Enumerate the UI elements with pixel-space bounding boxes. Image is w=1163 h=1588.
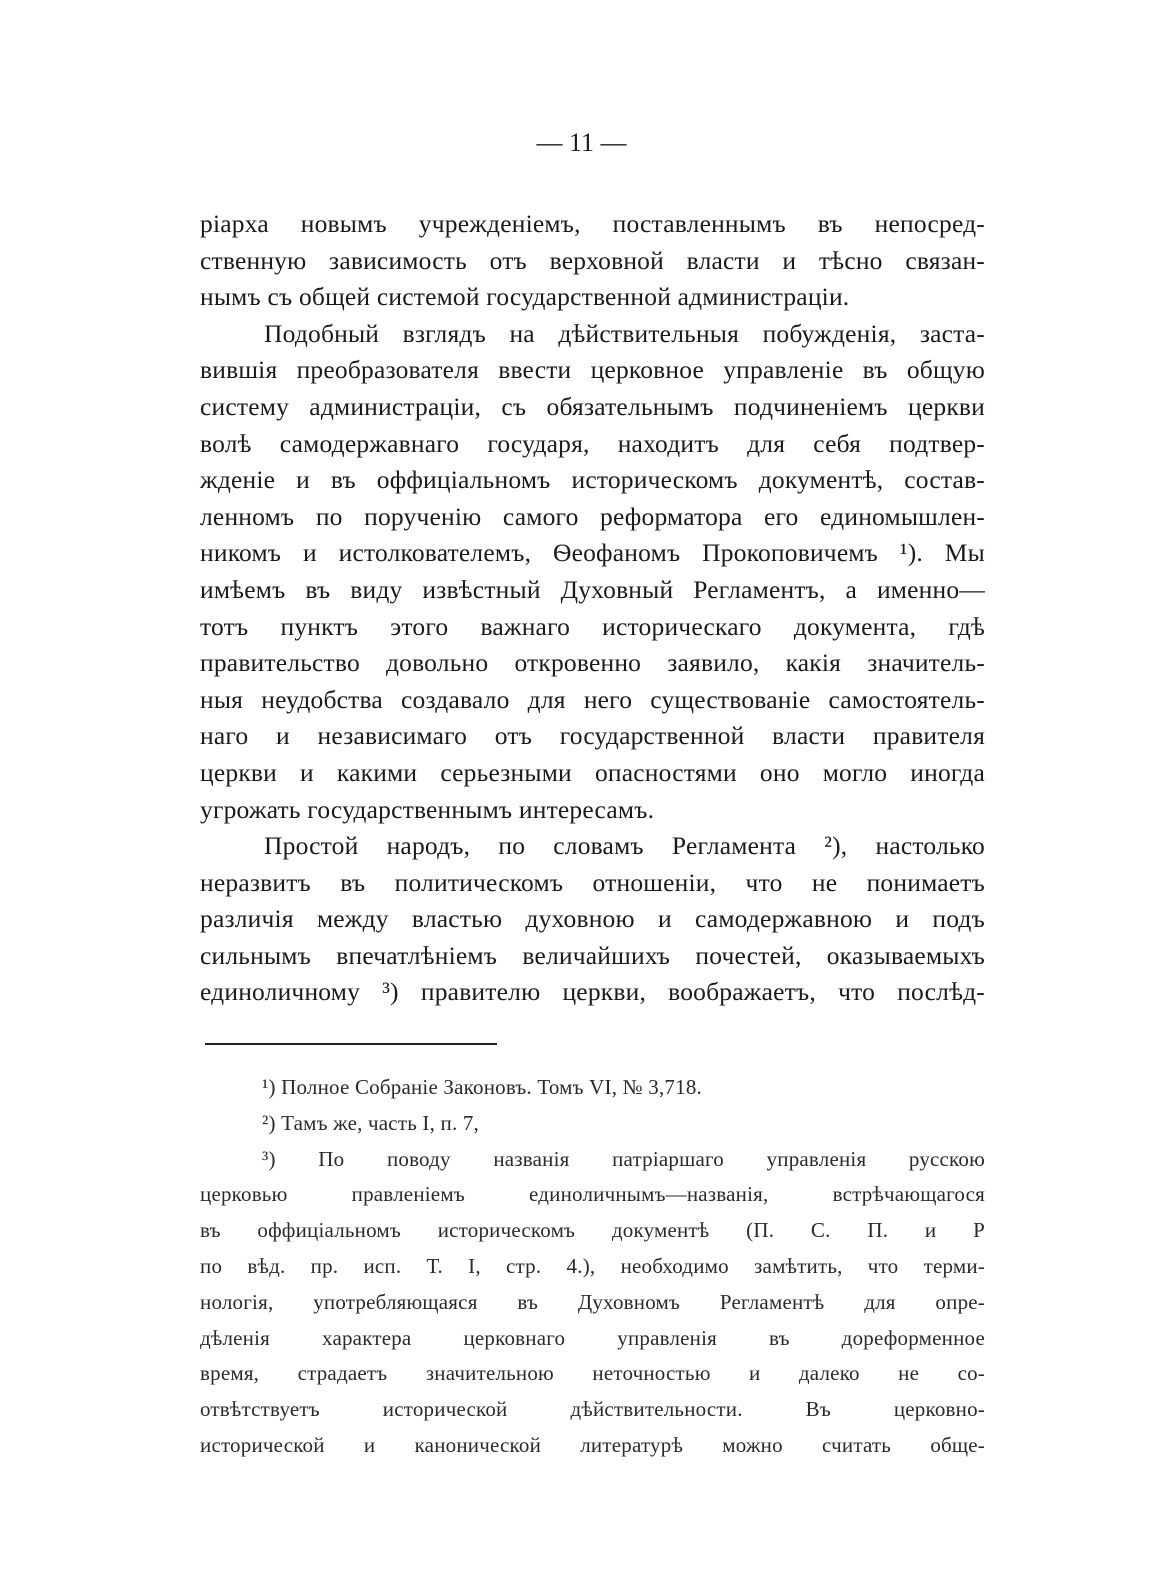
footnote-3: ³) По поводу названія патріаршаго управленія русскою (262, 1146, 985, 1171)
text-line: угрожать государственнымъ интересамъ. (200, 794, 655, 824)
text-line: церкви и какими серьезными опасностями оно могло иногда (200, 757, 985, 787)
footnote-line: дѣленія характера церковнаго управленія въ дореформенное (200, 1325, 985, 1350)
main-text (200, 206, 985, 1011)
text-line: ріарха новымъ учрежденіемъ, поставленнымъ въ непосред- (200, 209, 985, 238)
text-line: единоличному ³) правителю церкви, воображаетъ, что послѣд- (200, 977, 985, 1007)
text-line: наго и независимаго отъ государственной власти правителя (200, 721, 985, 751)
text-line: сильнымъ впечатлѣніемъ величайшихъ почестей, оказываемыхъ (200, 940, 985, 970)
text-line: правительство довольно откровенно заявило, какія значитель- (200, 648, 985, 678)
text-line: тотъ пунктъ этого важнаго историческаго документа, гдѣ (200, 611, 985, 641)
footnote-line: время, страдаетъ значительною неточностью и далеко не со- (200, 1361, 985, 1386)
text-line: никомъ и истолкователемъ, Ѳеофаномъ Прокоповичемъ ¹). Мы (200, 538, 985, 568)
text-line: волѣ самодержавнаго государя, находитъ для себя подтвер- (200, 428, 985, 458)
page-number: — 11 — (536, 128, 627, 157)
text-line: Простой народъ, по словамъ Регламента ²), настолько (264, 831, 985, 861)
text-line: систему администраціи, съ обязательнымъ подчиненіемъ церкви (200, 391, 985, 421)
footnote-line: церковью правленіемъ единоличнымъ—названія, встрѣчающагося (200, 1182, 985, 1207)
text-line: ственную зависимость отъ верховной власти и тѣсно связан- (200, 245, 985, 275)
footnote-1: ¹) Полное Собраніе Законовъ. Томъ VI, № 3,718. (262, 1075, 702, 1099)
text-line: нымъ съ общей системой государственной администраціи. (200, 282, 850, 312)
text-line: ленномъ по порученію самого реформатора его единомышлен- (200, 501, 985, 531)
footnote-divider (205, 1043, 497, 1045)
text-line: вившія преобразователя ввести церковное управленіе въ общую (200, 355, 985, 385)
text-line: неразвитъ въ политическомъ отношеніи, что не понимаетъ (200, 867, 985, 897)
text-line: Подобный взглядъ на дѣйствительныя побужденія, заста- (264, 318, 985, 348)
text-line: ныя неудобства создавало для него существованіе самостоятель- (200, 684, 985, 714)
text-line: имѣемъ въ виду извѣстный Духовный Регламентъ, а именно— (200, 574, 985, 604)
footnote-line: отвѣтствуетъ исторической дѣйствительности. Въ церковно- (200, 1397, 985, 1422)
footnotes (200, 1070, 985, 1464)
footnote-line: нологія, употребляющаяся въ Духовномъ Регламентѣ для опре- (200, 1289, 985, 1314)
footnote-line: по вѣд. пр. исп. Т. I, стр. 4.), необходимо замѣтить, что терми- (200, 1253, 985, 1278)
footnote-line: въ оффиціальномъ историческомъ документѣ (П. С. П. и Р (200, 1218, 985, 1243)
footnote-2: ²) Тамъ же, часть I, п. 7, (262, 1110, 480, 1135)
footnote-line: исторической и канонической литературѣ можно считать обще- (200, 1432, 985, 1457)
text-line: жденіе и въ оффиціальномъ историческомъ документѣ, состав- (200, 465, 985, 495)
text-line: различія между властью духовною и самодержавною и подъ (200, 904, 985, 934)
